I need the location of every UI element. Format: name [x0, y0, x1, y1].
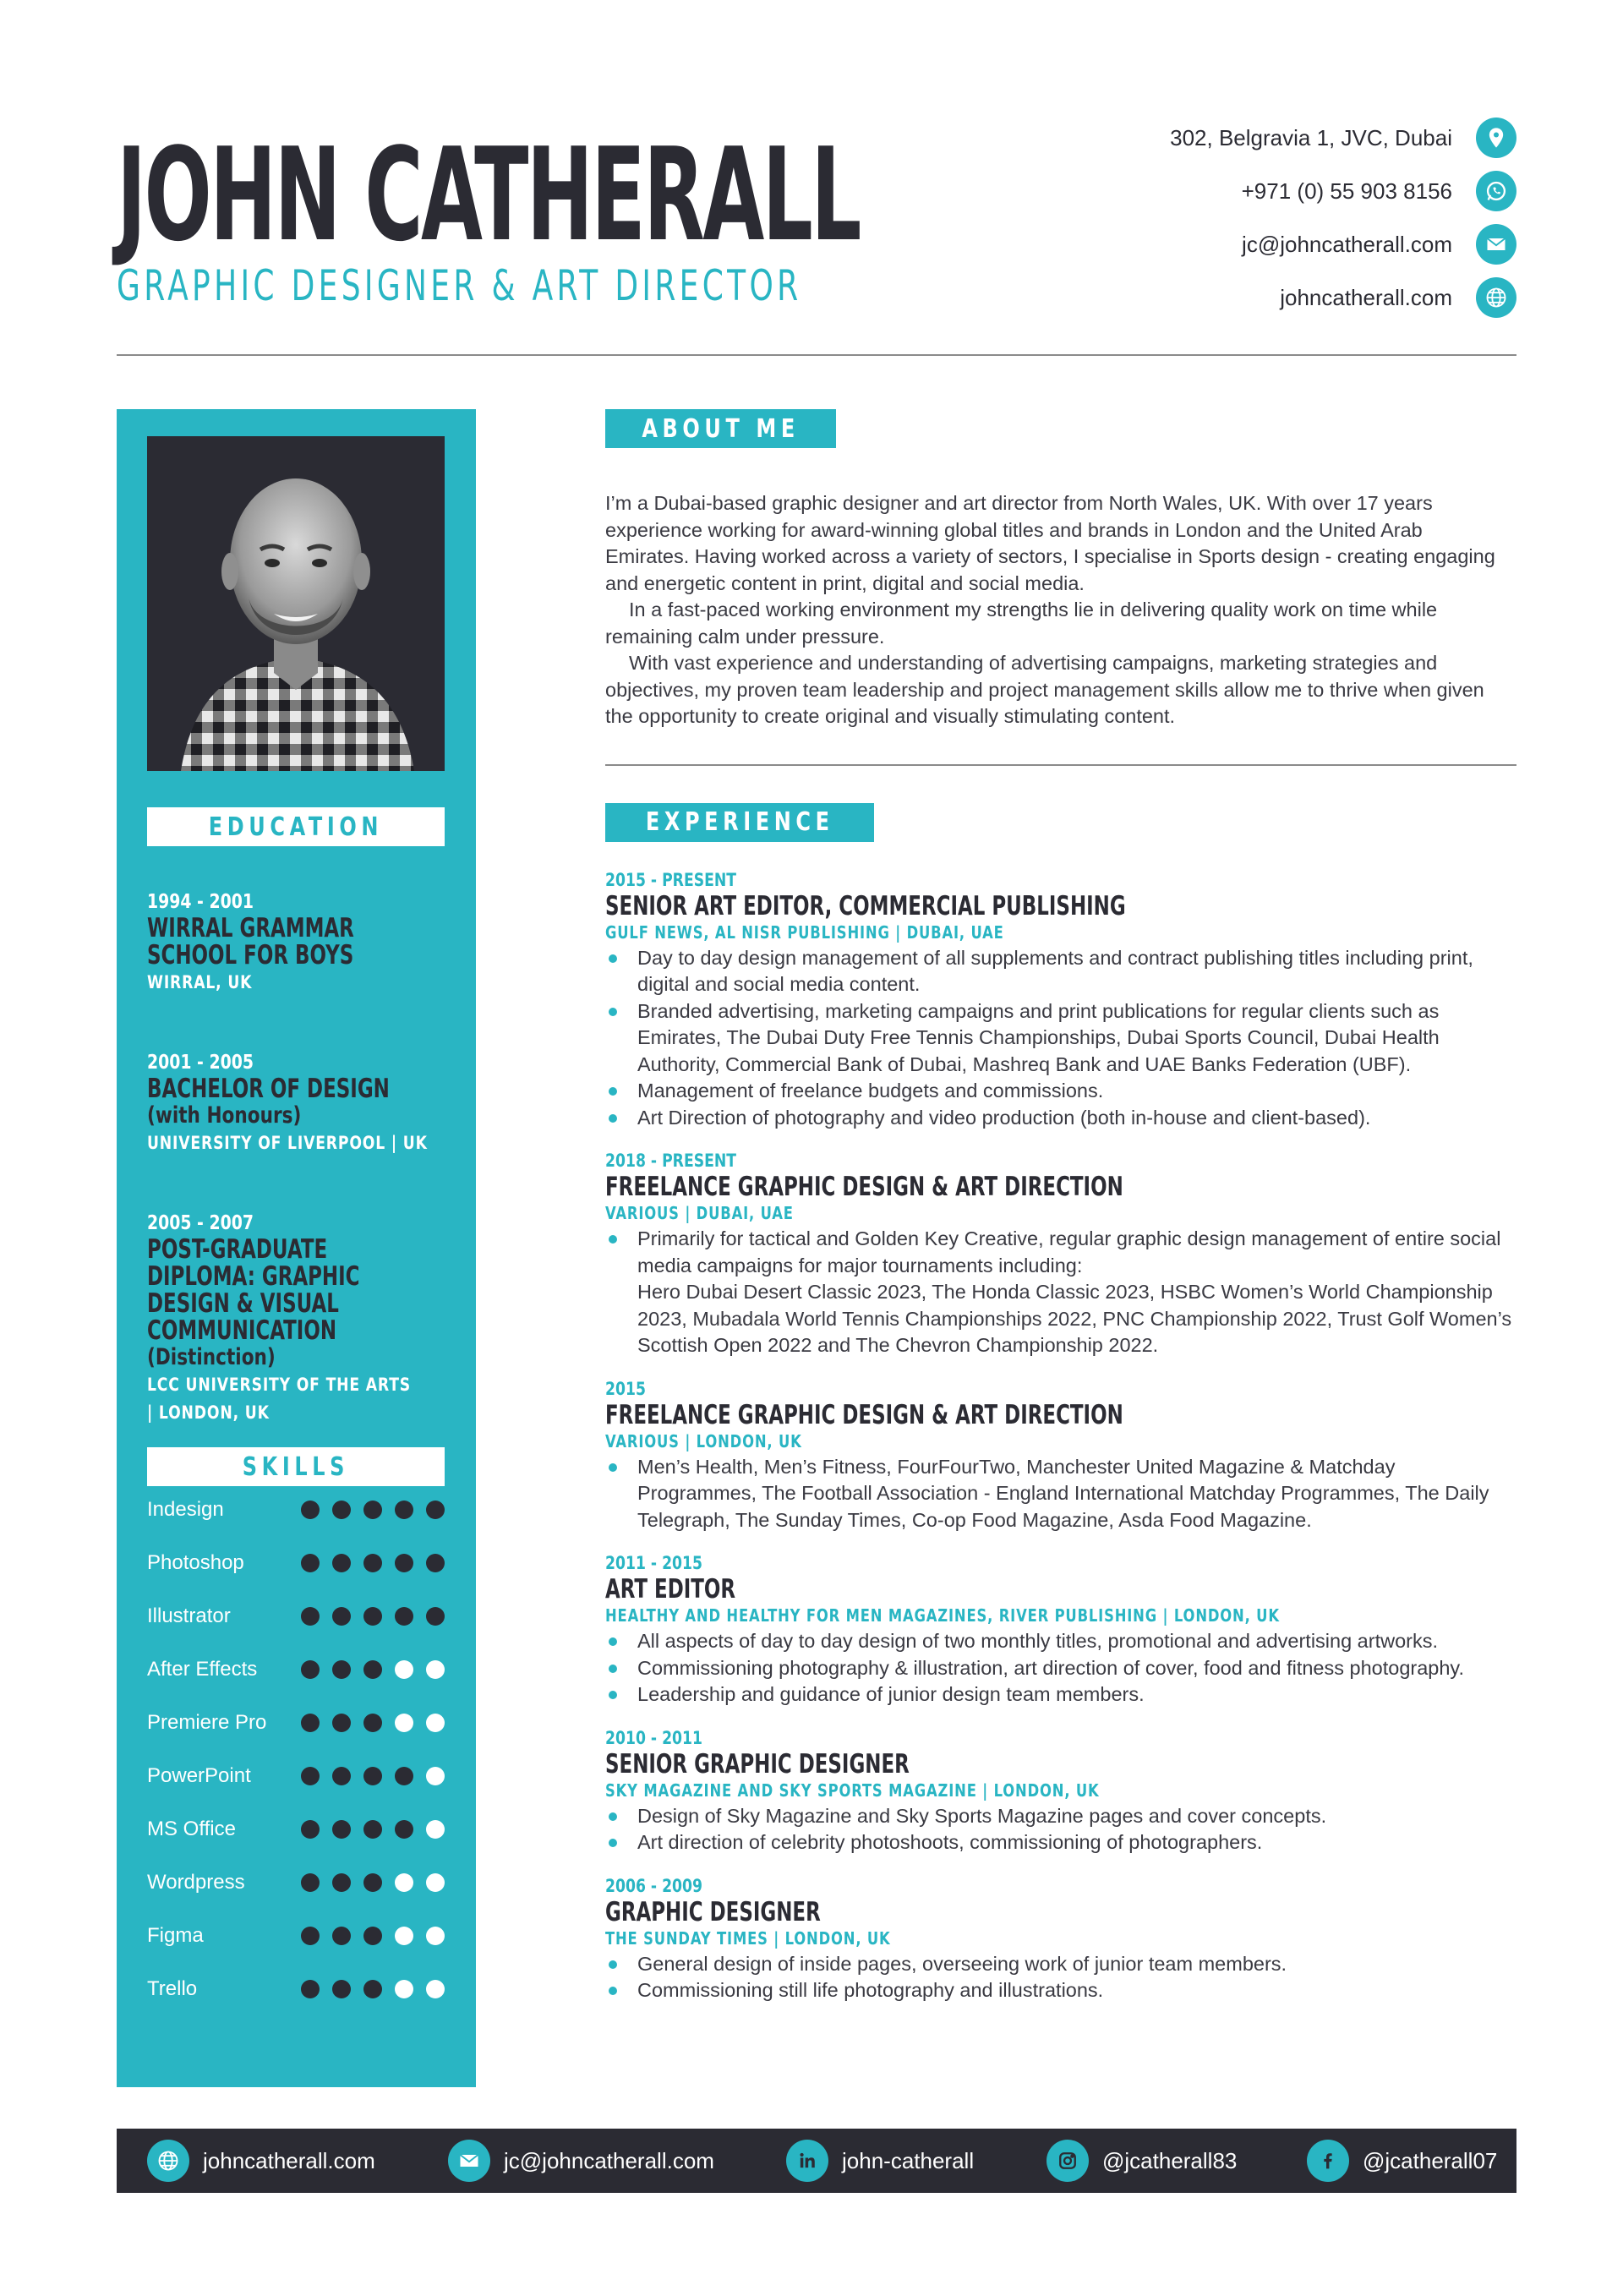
bullet-item: Management of freelance budgets and commissions. [605, 1078, 1516, 1105]
experience-entry [605, 1552, 1516, 1708]
bullet-item: Design of Sky Magazine and Sky Sports Magazine pages and cover concepts. [605, 1803, 1516, 1830]
experience-bullets [605, 1628, 1516, 1708]
contact-website [925, 271, 1516, 324]
skill-name: Photoshop [147, 1550, 244, 1574]
education-years: 1994 - 2001 [147, 891, 254, 913]
experience-company: VARIOUS | LONDON, UK [605, 1430, 802, 1451]
experience-entry [605, 869, 1516, 1132]
experience-bullets [605, 1226, 1516, 1359]
rating-dot-empty [395, 1927, 413, 1945]
experience-years: 2015 [605, 1378, 646, 1399]
footer-email-text: jc@johncatherall.com [504, 2147, 714, 2173]
skill-rating [301, 1607, 445, 1626]
sidebar [117, 409, 476, 2087]
rating-dot-filled [363, 1607, 382, 1626]
skill-row [147, 1643, 445, 1696]
rating-dot-empty [426, 1767, 445, 1785]
skill-row [147, 1483, 445, 1536]
footer-linkedin[interactable] [786, 2140, 974, 2182]
experience-years: 2015 - PRESENT [605, 869, 737, 890]
bullet-item: General design of inside pages, overseeing work of junior team members. [605, 1951, 1516, 1978]
globe-icon [1476, 277, 1516, 318]
rating-dot-filled [332, 1927, 351, 1945]
education-degree: POST-GRADUATE DIPLOMA: GRAPHIC DESIGN & VISUAL COMMUNICATION [147, 1234, 360, 1346]
contact-list [925, 112, 1516, 325]
experience-title: GRAPHIC DESIGNER [605, 1896, 821, 1927]
footer-bar [117, 2129, 1516, 2193]
rating-dot-filled [395, 1554, 413, 1572]
rating-dot-filled [301, 1501, 320, 1519]
footer-website[interactable] [147, 2140, 375, 2182]
rating-dot-filled [395, 1820, 413, 1839]
envelope-icon [1476, 224, 1516, 265]
experience-entry [605, 1727, 1516, 1856]
about-paragraph-2: In a fast-paced working environment my strengths lie in delivering quality work on time while remaining calm under pressure. [605, 599, 1438, 648]
skill-name: Trello [147, 1976, 198, 2000]
experience-title: FREELANCE GRAPHIC DESIGN & ART DIRECTION [605, 1172, 1123, 1202]
rating-dot-filled [332, 1980, 351, 1998]
education-location: UNIVERSITY OF LIVERPOOL | UK [147, 1133, 428, 1153]
footer-facebook[interactable] [1307, 2140, 1497, 2182]
skill-name: Figma [147, 1923, 204, 1947]
phone-text[interactable]: +971 (0) 55 903 8156 [1241, 178, 1452, 204]
contact-email [925, 218, 1516, 271]
skill-name: PowerPoint [147, 1763, 251, 1787]
education-years: 2005 - 2007 [147, 1212, 254, 1234]
bullet-item: Day to day design management of all supplements and contract publishing titles including print, digital and social media content. [605, 945, 1516, 998]
skill-rating [301, 1714, 445, 1732]
rating-dot-filled [301, 1554, 320, 1572]
experience-company: SKY MAGAZINE AND SKY SPORTS MAGAZINE | LONDON, UK [605, 1779, 1100, 1801]
experience-company: HEALTHY AND HEALTHY FOR MEN MAGAZINES, RIVER PUBLISHING | LONDON, UK [605, 1605, 1280, 1626]
rating-dot-empty [426, 1714, 445, 1732]
experience-years: 2006 - 2009 [605, 1875, 702, 1896]
job-title: GRAPHIC DESIGNER & ART DIRECTOR [117, 261, 802, 310]
experience-bullets [605, 1951, 1516, 2004]
rating-dot-filled [363, 1927, 382, 1945]
rating-dot-filled [363, 1820, 382, 1839]
rating-dot-filled [363, 1554, 382, 1572]
bullet-item: Commissioning photography & illustration, art direction of cover, food and fitness photography. [605, 1655, 1516, 1682]
footer-instagram-text: @jcatherall83 [1102, 2147, 1238, 2173]
education-heading: EDUCATION [147, 807, 445, 846]
skill-row [147, 1696, 445, 1749]
rating-dot-filled [301, 1927, 320, 1945]
bullet-item: Primarily for tactical and Golden Key Creative, regular graphic design management of entire social media campaigns for major tournaments including: [605, 1226, 1516, 1279]
education-honours: (with Honours) [147, 1102, 302, 1129]
rating-dot-filled [301, 1714, 320, 1732]
contact-address [925, 112, 1516, 164]
education-degree: WIRRAL GRAMMAR SCHOOL FOR BOYS [147, 913, 354, 970]
education-location-2: | LONDON, UK [147, 1402, 270, 1423]
about-heading: ABOUT ME [605, 409, 836, 448]
location-pin-icon [1476, 118, 1516, 158]
skills-list [147, 1483, 445, 2015]
education-location: LCC UNIVERSITY OF THE ARTS [147, 1375, 412, 1395]
rating-dot-filled [332, 1820, 351, 1839]
experience-bullets [605, 1454, 1516, 1534]
rating-dot-filled [395, 1501, 413, 1519]
bullet-item: Art Direction of photography and video production (both in-house and client-based). [605, 1105, 1516, 1132]
skill-name: Indesign [147, 1497, 224, 1521]
rating-dot-filled [332, 1660, 351, 1679]
about-paragraph-1: I’m a Dubai-based graphic designer and art director from North Wales, UK. With over 17 years experience working for award-winning global titles and brands in London and the United Arab Emirates. Having worked across a variety of sectors, I specialise in Sports design - creating engaging and energetic content in print, digital and social media. [605, 492, 1495, 594]
rating-dot-filled [332, 1554, 351, 1572]
education-location: WIRRAL, UK [147, 972, 253, 992]
rating-dot-empty [395, 1714, 413, 1732]
skills-heading: SKILLS [147, 1447, 445, 1486]
bullet-item: Leadership and guidance of junior design team members. [605, 1681, 1516, 1708]
rating-dot-filled [363, 1980, 382, 1998]
footer-facebook-text: @jcatherall07 [1363, 2147, 1498, 2173]
facebook-icon [1307, 2140, 1349, 2182]
bullet-continuation: Hero Dubai Desert Classic 2023, The Honda Classic 2023, HSBC Women’s World Championship 2023, Mubadala World Tennis Championships 2022, PNC Championship 2022, Trust Golf Women’s Scottish Open 2022 and The Chevron Championship 2022. [637, 1281, 1512, 1356]
experience-entry [605, 1378, 1516, 1534]
envelope-icon [448, 2140, 490, 2182]
rating-dot-filled [332, 1501, 351, 1519]
rating-dot-filled [363, 1873, 382, 1892]
email-text[interactable]: jc@johncatherall.com [1242, 231, 1452, 257]
candidate-name: JOHN CATHERALL [117, 120, 860, 270]
section-divider [605, 764, 1516, 766]
bullet-item: Art direction of celebrity photoshoots, commissioning of photographers. [605, 1829, 1516, 1856]
footer-linkedin-text: john-catherall [842, 2147, 975, 2173]
about-paragraph-3: With vast experience and understanding of advertising campaigns, marketing strategies and objectives, my proven team leadership and project management skills allow me to thrive when given the opportunity to create original and visually stimulating content. [605, 652, 1484, 727]
education-years: 2001 - 2005 [147, 1052, 254, 1074]
linkedin-icon [786, 2140, 828, 2182]
rating-dot-filled [332, 1767, 351, 1785]
skill-rating [301, 1980, 445, 1998]
bullet-item: Commissioning still life photography and illustrations. [605, 1977, 1516, 2004]
rating-dot-empty [395, 1980, 413, 1998]
skill-row [147, 1909, 445, 1962]
rating-dot-empty [395, 1660, 413, 1679]
skill-rating [301, 1660, 445, 1679]
skill-rating [301, 1820, 445, 1839]
experience-title: ART EDITOR [605, 1574, 736, 1604]
bullet-item: All aspects of day to day design of two monthly titles, promotional and advertising artworks. [605, 1628, 1516, 1655]
rating-dot-filled [332, 1873, 351, 1892]
experience-years: 2010 - 2011 [605, 1727, 702, 1748]
skill-row [147, 1589, 445, 1643]
skill-name: Illustrator [147, 1604, 231, 1627]
experience-entry [605, 1150, 1516, 1359]
experience-company: GULF NEWS, AL NISR PUBLISHING | DUBAI, UAE [605, 921, 1004, 943]
experience-years: 2011 - 2015 [605, 1553, 702, 1573]
footer-instagram[interactable] [1046, 2140, 1237, 2182]
bullet-item: Branded advertising, marketing campaigns and print publications for regular clients such as Emirates, The Dubai Duty Free Tennis Championships, Dubai Sports Council, Dubai Health Authority, Commercial Bank of Dubai, Mashreq Bank and UAE Banks Federation (UBF). [605, 998, 1516, 1079]
skill-row [147, 1536, 445, 1589]
skill-name: After Effects [147, 1657, 258, 1681]
skill-name: MS Office [147, 1817, 236, 1840]
skill-row [147, 1856, 445, 1909]
experience-title: FREELANCE GRAPHIC DESIGN & ART DIRECTION [605, 1399, 1123, 1430]
experience-heading: EXPERIENCE [605, 803, 874, 842]
experience-title: SENIOR ART EDITOR, COMMERCIAL PUBLISHING [605, 890, 1126, 921]
skill-rating [301, 1873, 445, 1892]
bullet-item: Men’s Health, Men’s Fitness, FourFourTwo, Manchester United Magazine & Matchday Programmes, The Football Association - England International Matchday Programmes, The Daily Telegraph, The Sunday Times, Co-op Food Magazine, Asda Food Magazine. [605, 1454, 1516, 1534]
rating-dot-filled [395, 1607, 413, 1626]
header-divider [117, 354, 1516, 356]
contact-phone [925, 165, 1516, 217]
skill-name: Wordpress [147, 1870, 245, 1894]
rating-dot-filled [301, 1767, 320, 1785]
experience-title: SENIOR GRAPHIC DESIGNER [605, 1748, 910, 1779]
experience-bullets [605, 1803, 1516, 1856]
rating-dot-filled [426, 1607, 445, 1626]
education-entry-1 [147, 889, 445, 997]
rating-dot-filled [332, 1607, 351, 1626]
skill-row [147, 1962, 445, 2015]
whatsapp-icon [1476, 171, 1516, 211]
rating-dot-filled [301, 1660, 320, 1679]
experience-list [605, 869, 1516, 2004]
rating-dot-empty [426, 1820, 445, 1839]
address-text: 302, Belgravia 1, JVC, Dubai [1170, 124, 1452, 150]
skill-row [147, 1802, 445, 1856]
rating-dot-filled [363, 1714, 382, 1732]
about-text [605, 490, 1510, 730]
rating-dot-filled [426, 1501, 445, 1519]
skill-rating [301, 1501, 445, 1519]
experience-entry [605, 1875, 1516, 2004]
rating-dot-empty [395, 1873, 413, 1892]
experience-company: VARIOUS | DUBAI, UAE [605, 1203, 794, 1223]
skill-rating [301, 1767, 445, 1785]
rating-dot-empty [426, 1660, 445, 1679]
rating-dot-empty [426, 1980, 445, 1998]
footer-website-text: johncatherall.com [203, 2147, 375, 2173]
education-honours: (Distinction) [147, 1344, 276, 1370]
rating-dot-filled [301, 1873, 320, 1892]
rating-dot-filled [395, 1767, 413, 1785]
footer-email[interactable] [448, 2140, 714, 2182]
experience-years: 2018 - PRESENT [605, 1151, 737, 1171]
rating-dot-filled [301, 1607, 320, 1626]
education-entry-2 [147, 1050, 445, 1157]
rating-dot-filled [332, 1714, 351, 1732]
website-text[interactable]: johncatherall.com [1280, 284, 1452, 310]
experience-bullets [605, 945, 1516, 1132]
rating-dot-empty [426, 1873, 445, 1892]
skill-name: Premiere Pro [147, 1710, 267, 1734]
skill-rating [301, 1927, 445, 1945]
experience-company: THE SUNDAY TIMES | LONDON, UK [605, 1927, 891, 1949]
rating-dot-filled [301, 1980, 320, 1998]
education-degree: BACHELOR OF DESIGN [147, 1074, 390, 1104]
globe-icon [147, 2140, 189, 2182]
education-entry-3 [147, 1211, 445, 1427]
instagram-icon [1046, 2140, 1089, 2182]
rating-dot-empty [426, 1927, 445, 1945]
skill-rating [301, 1554, 445, 1572]
skill-row [147, 1749, 445, 1802]
rating-dot-filled [363, 1660, 382, 1679]
rating-dot-filled [363, 1501, 382, 1519]
rating-dot-filled [301, 1820, 320, 1839]
rating-dot-filled [426, 1554, 445, 1572]
rating-dot-filled [363, 1767, 382, 1785]
main-content [605, 409, 1516, 2004]
profile-photo [147, 436, 445, 771]
